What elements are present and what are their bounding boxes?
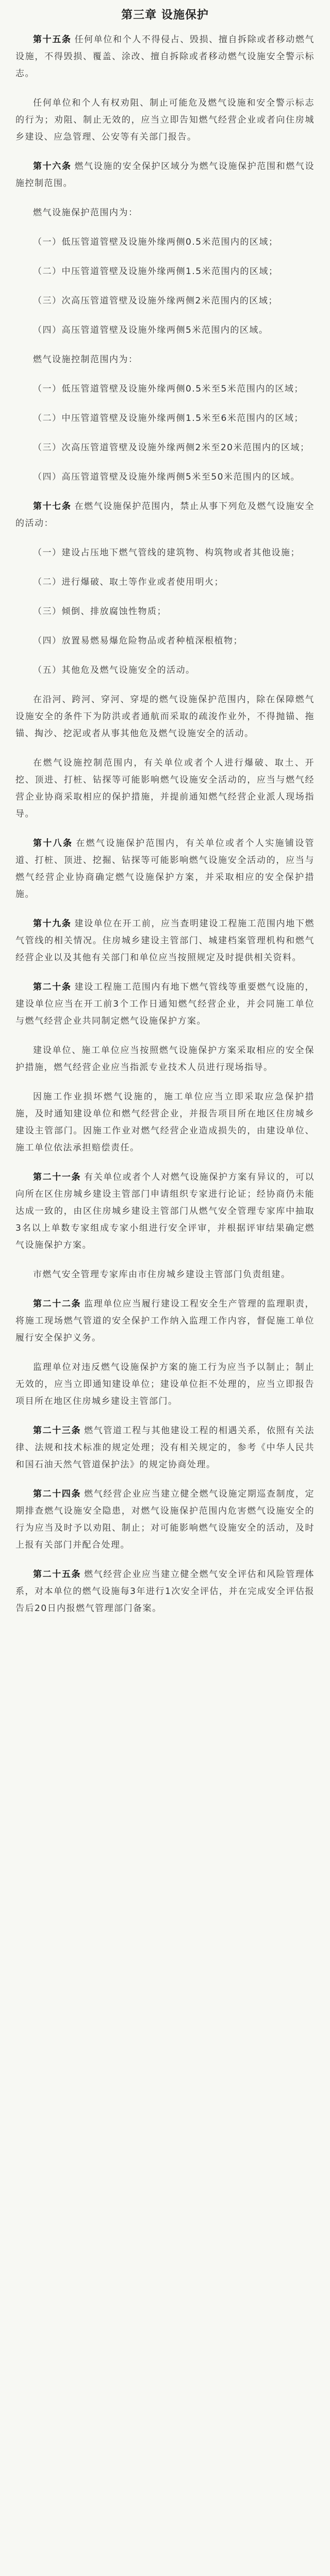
paragraph-text: （一）建设占压地下燃气管线的建筑物、构筑物或者其他设施； xyxy=(33,548,300,558)
paragraph-text: （一）低压管道管壁及设施外缘两侧0.5米范围内的区域； xyxy=(33,237,278,247)
paragraph-text: 燃气设施的安全保护区域分为燃气设施保护范围和燃气设施控制范围。 xyxy=(15,161,315,189)
paragraph xyxy=(15,755,315,823)
paragraph xyxy=(15,293,315,310)
paragraph xyxy=(15,691,315,742)
paragraph-text: 因施工作业损坏燃气设施的，施工单位应当立即采取应急保护措施，及时通知建设单位和燃气经营企业，并报告项目所在地区住房城乡建设主管部门。因施工作业对燃气经营企业造成损失的，由建设单位、施工单位依法承担赔偿责任。 xyxy=(15,1092,315,1153)
article-number: 第十五条 xyxy=(33,35,72,45)
paragraph xyxy=(15,351,315,368)
paragraph xyxy=(15,979,315,1030)
paragraph-text: （五）其他危及燃气设施安全的活动。 xyxy=(33,665,195,675)
paragraph-text: （四）高压管道管壁及设施外缘两侧5米至50米范围内的区域。 xyxy=(33,472,300,482)
paragraph xyxy=(15,545,315,562)
paragraph-text: （一）低压管道管壁及设施外缘两侧0.5米至5米范围内的区域； xyxy=(33,384,304,394)
paragraph-text: 建设单位在开工前，应当查明建设工程施工范围内地下燃气管线的相关情况。住房城乡建设主管部门、城建档案管理机构和燃气经营企业以及其他有关部门和单位应当按照规定及时提供相关资料。 xyxy=(15,919,315,963)
paragraph-text: 任何单位和个人不得侵占、毁损、擅自拆除或者移动燃气设施，不得毁损、覆盖、涂改、擅自拆除或者移动燃气设施安全警示标志。 xyxy=(15,35,315,79)
article-number: 第二十五条 xyxy=(33,1569,81,1580)
paragraph-text: （四）放置易燃易爆危险物品或者种植深根植物； xyxy=(33,636,243,646)
paragraph xyxy=(15,95,315,146)
paragraph-text: 燃气经营企业应当建立健全燃气设施定期巡查制度，定期排查燃气设施安全隐患，对燃气设施保护范围内危害燃气设施安全的行为应当及时予以劝阻、制止；对可能影响燃气设施安全的活动，及时上报有关部门并配合处理。 xyxy=(15,1489,315,1550)
paragraph-text: 建设工程施工范围内有地下燃气管线等重要燃气设施的，建设单位应当在开工前3个工作日通知燃气经营企业，并会同施工单位与燃气经营企业共同制定燃气设施保护方案。 xyxy=(15,982,315,1026)
paragraph xyxy=(15,1296,315,1347)
paragraph xyxy=(15,662,315,679)
paragraph xyxy=(15,410,315,427)
article-number: 第二十二条 xyxy=(33,1299,81,1309)
paragraph-text: 燃气设施控制范围内为： xyxy=(33,354,138,365)
paragraph xyxy=(15,1266,315,1283)
paragraph xyxy=(15,603,315,620)
paragraph xyxy=(15,469,315,486)
paragraph-text: 任何单位和个人有权劝阻、制止可能危及燃气设施和安全警示标志的行为；劝阻、制止无效的，应当立即告知燃气经营企业或者向住房城乡建设、应急管理、公安等有关部门报告。 xyxy=(15,98,315,142)
paragraph xyxy=(15,234,315,251)
paragraph xyxy=(15,439,315,456)
paragraph xyxy=(15,1089,315,1157)
paragraph xyxy=(15,1359,315,1410)
paragraph-text: （二）中压管道管壁及设施外缘两侧1.5米范围内的区域； xyxy=(33,266,278,277)
paragraph xyxy=(15,205,315,222)
paragraph-text: 建设单位、施工单位应当按照燃气设施保护方案采取相应的安全保护措施，燃气经营企业应当指派专业技术人员进行现场指导。 xyxy=(15,1045,315,1073)
article-number: 第二十条 xyxy=(33,982,72,992)
paragraph xyxy=(15,31,315,82)
paragraph xyxy=(15,916,315,967)
paragraph xyxy=(15,322,315,339)
paragraph-text: 有关单位或者个人对燃气设施保护方案有异议的，可以向所在区住房城乡建设主管部门申请组织专家进行论证；经协商仍未能达成一致的，由区住房城乡建设主管部门从燃气安全管理专家库中抽取3名以上单数专家组成专家小组进行安全评审，并根据评审结果确定燃气设施保护方案。 xyxy=(15,1172,315,1250)
paragraph xyxy=(15,1169,315,1254)
paragraph-text: 燃气管道工程与其他建设工程的相遇关系，依照有关法律、法规和技术标准的规定处理；没有相关规定的，参考《中华人民共和国石油天然气管道保护法》的规定协商处理。 xyxy=(15,1426,315,1470)
paragraph-text: 燃气设施保护范围内为： xyxy=(33,208,138,218)
article-number: 第十六条 xyxy=(33,161,72,172)
paragraph-text: 在燃气设施保护范围内，有关单位或者个人实施铺设管道、打桩、顶进、挖掘、钻探等可能影响燃气设施安全活动的，应当与燃气经营企业协商确定燃气设施保护方案，并采取相应的安全保护措施。 xyxy=(15,838,315,900)
paragraph-text: 监理单位应当履行建设工程安全生产管理的监理职责，将施工现场燃气管道的安全保护工作纳入监理工作内容，督促施工单位履行安全保护义务。 xyxy=(15,1299,315,1343)
paragraph-text: 在燃气设施控制范围内，有关单位或者个人进行爆破、取土、开挖、顶进、打桩、钻探等可能影响燃气设施安全活动的，应当与燃气经营企业协商采取相应的保护措施，并提前通知燃气经营企业派人现场指导。 xyxy=(15,758,315,819)
paragraph-text: 在沿河、跨河、穿河、穿堤的燃气设施保护范围内，除在保障燃气设施安全的条件下为防洪或者通航而采取的疏浚作业外，不得抛锚、拖锚、掏沙、挖泥或者从事其他危及燃气设施安全的活动。 xyxy=(15,694,315,739)
paragraph xyxy=(15,498,315,532)
paragraph-text: （二）中压管道管壁及设施外缘两侧1.5米至6米范围内的区域； xyxy=(33,413,304,423)
article-number: 第十九条 xyxy=(33,919,72,929)
paragraph-text: 在燃气设施保护范围内，禁止从事下列危及燃气设施安全的活动： xyxy=(15,501,315,529)
chapter-title: 第三章 设施保护 xyxy=(121,9,209,22)
paragraph-text: （二）进行爆破、取土等作业或者使用明火； xyxy=(33,577,224,587)
paragraph xyxy=(15,263,315,280)
article-content xyxy=(15,31,315,1617)
paragraph xyxy=(15,1422,315,1473)
paragraph-text: 监理单位对违反燃气设施保护方案的施工行为应当予以制止；制止无效的，应当立即通知建设单位；建设单位拒不处理的，应当立即报告项目所在地区住房城乡建设主管部门。 xyxy=(15,1362,315,1406)
article-number: 第十七条 xyxy=(33,501,72,512)
article-number: 第二十一条 xyxy=(33,1172,81,1182)
article-number: 第二十四条 xyxy=(33,1489,81,1499)
paragraph-text: （三）次高压管道管壁及设施外缘两侧2米范围内的区域； xyxy=(33,296,278,306)
paragraph-text: 市燃气安全管理专家库由市住房城乡建设主管部门负责组建。 xyxy=(33,1269,291,1280)
paragraph-text: （三）倾倒、排放腐蚀性物质； xyxy=(33,606,167,617)
paragraph xyxy=(15,574,315,591)
paragraph xyxy=(15,1566,315,1617)
paragraph-text: （三）次高压管道管壁及设施外缘两侧2米至20米范围内的区域； xyxy=(33,443,310,453)
paragraph xyxy=(15,1486,315,1554)
paragraph-text: （四）高压管道管壁及设施外缘两侧5米范围内的区域。 xyxy=(33,325,269,335)
article-number: 第二十三条 xyxy=(33,1426,81,1436)
paragraph xyxy=(15,1042,315,1076)
paragraph xyxy=(15,381,315,398)
paragraph xyxy=(15,158,315,192)
paragraph xyxy=(15,835,315,903)
article-number: 第十八条 xyxy=(33,838,73,849)
paragraph xyxy=(15,633,315,650)
paragraph-text: 燃气经营企业应当建立健全燃气安全评估和风险管理体系，对本单位的燃气设施每3年进行1次安全评估，并在完成安全评估报告后20日内报燃气管理部门备案。 xyxy=(15,1569,315,1614)
